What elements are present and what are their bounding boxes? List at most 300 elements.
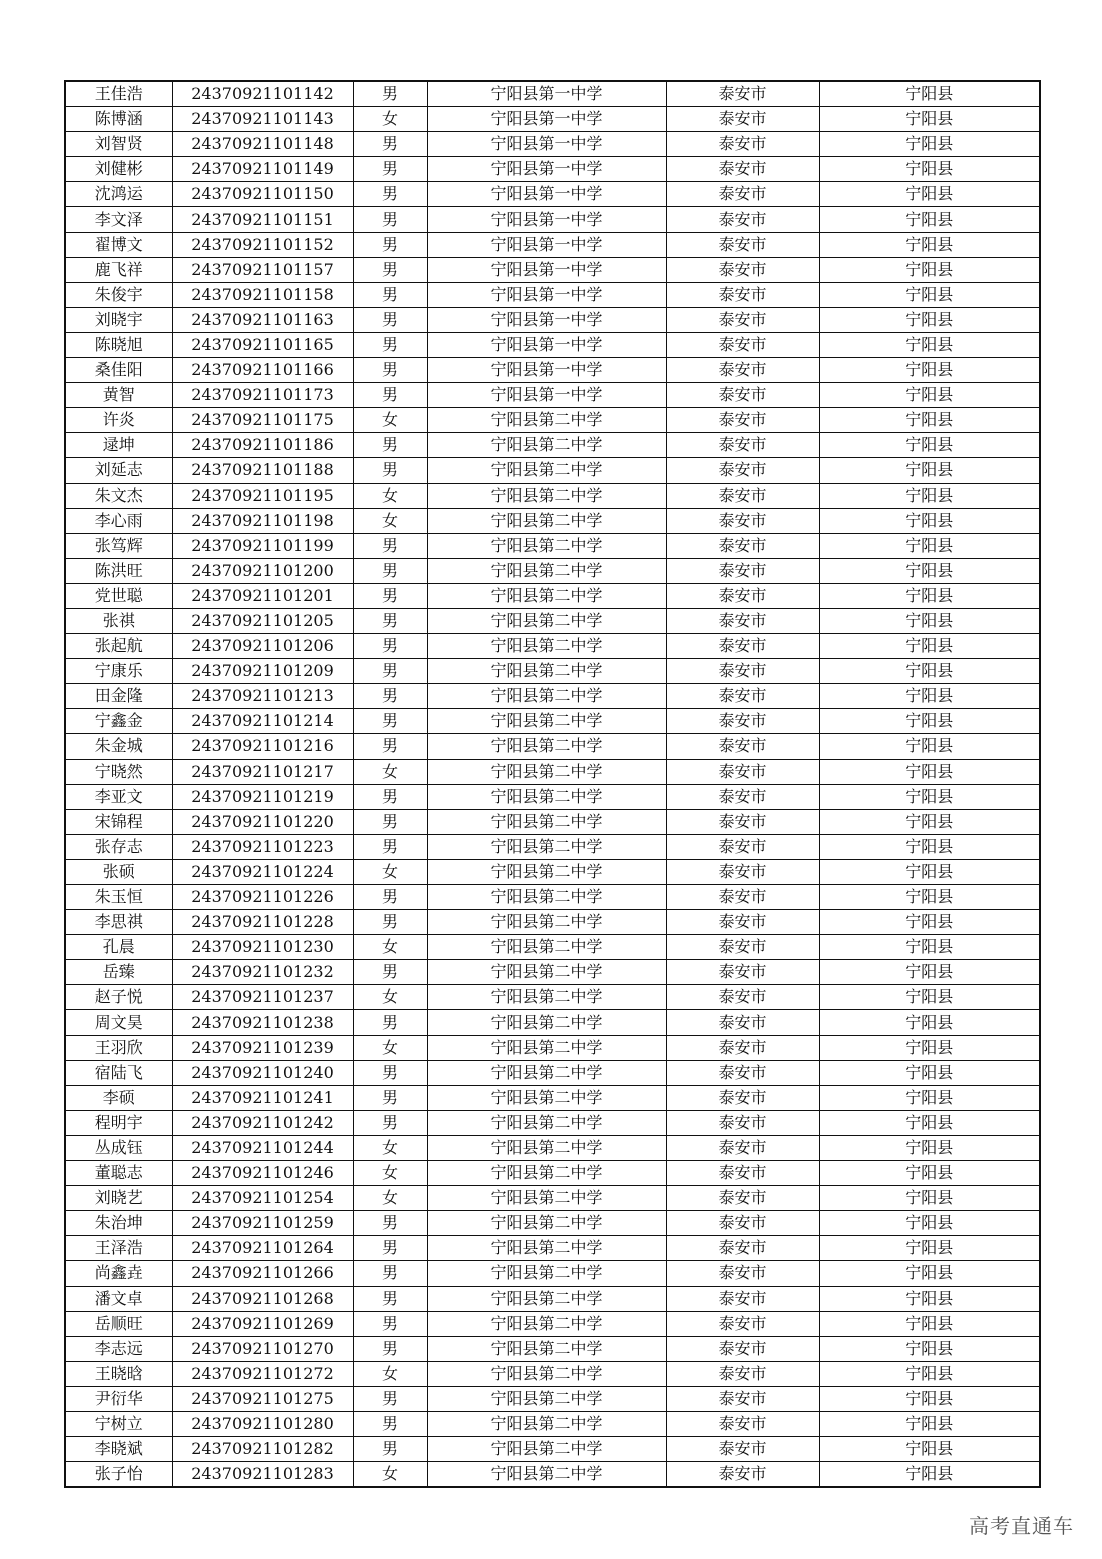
cell-name: 朱文杰 [65, 483, 172, 508]
cell-city: 泰安市 [666, 508, 819, 533]
cell-county: 宁阳县 [819, 784, 1040, 809]
cell-county: 宁阳县 [819, 659, 1040, 684]
cell-city: 泰安市 [666, 433, 819, 458]
cell-gender: 女 [353, 1035, 427, 1060]
table-row [65, 81, 1040, 107]
cell-exam-id: 24370921101151 [172, 207, 353, 232]
cell-county: 宁阳县 [819, 332, 1040, 357]
cell-exam-id: 24370921101166 [172, 358, 353, 383]
cell-name: 李亚文 [65, 784, 172, 809]
cell-name: 董聪志 [65, 1161, 172, 1186]
table-row [65, 1386, 1040, 1411]
table-row [65, 684, 1040, 709]
cell-name: 王泽浩 [65, 1236, 172, 1261]
table-row [65, 207, 1040, 232]
cell-city: 泰安市 [666, 157, 819, 182]
cell-exam-id: 24370921101206 [172, 634, 353, 659]
cell-city: 泰安市 [666, 232, 819, 257]
cell-school: 宁阳县第二中学 [427, 960, 666, 985]
cell-name: 刘智贤 [65, 132, 172, 157]
cell-county: 宁阳县 [819, 1462, 1040, 1488]
cell-county: 宁阳县 [819, 734, 1040, 759]
cell-exam-id: 24370921101201 [172, 583, 353, 608]
table-row [65, 132, 1040, 157]
cell-county: 宁阳县 [819, 433, 1040, 458]
cell-exam-id: 24370921101254 [172, 1186, 353, 1211]
cell-gender: 男 [353, 684, 427, 709]
cell-name: 逯坤 [65, 433, 172, 458]
cell-name: 丛成钰 [65, 1135, 172, 1160]
cell-exam-id: 24370921101158 [172, 282, 353, 307]
cell-county: 宁阳县 [819, 132, 1040, 157]
cell-name: 宿陆飞 [65, 1060, 172, 1085]
cell-school: 宁阳县第二中学 [427, 709, 666, 734]
cell-name: 李思祺 [65, 910, 172, 935]
cell-school: 宁阳县第二中学 [427, 458, 666, 483]
table-row [65, 107, 1040, 132]
cell-school: 宁阳县第二中学 [427, 634, 666, 659]
cell-gender: 男 [353, 383, 427, 408]
cell-name: 许炎 [65, 408, 172, 433]
table-row [65, 408, 1040, 433]
cell-school: 宁阳县第二中学 [427, 508, 666, 533]
table-row [65, 634, 1040, 659]
cell-city: 泰安市 [666, 1085, 819, 1110]
cell-gender: 男 [353, 1236, 427, 1261]
cell-school: 宁阳县第二中学 [427, 659, 666, 684]
cell-exam-id: 24370921101269 [172, 1311, 353, 1336]
cell-school: 宁阳县第一中学 [427, 383, 666, 408]
cell-gender: 男 [353, 232, 427, 257]
cell-name: 张起航 [65, 634, 172, 659]
cell-city: 泰安市 [666, 960, 819, 985]
cell-school: 宁阳县第二中学 [427, 910, 666, 935]
cell-school: 宁阳县第二中学 [427, 1411, 666, 1436]
cell-school: 宁阳县第二中学 [427, 759, 666, 784]
cell-exam-id: 24370921101175 [172, 408, 353, 433]
cell-county: 宁阳县 [819, 207, 1040, 232]
cell-school: 宁阳县第二中学 [427, 1462, 666, 1488]
cell-gender: 女 [353, 1361, 427, 1386]
cell-city: 泰安市 [666, 834, 819, 859]
cell-name: 王晓晗 [65, 1361, 172, 1386]
cell-school: 宁阳县第二中学 [427, 558, 666, 583]
cell-county: 宁阳县 [819, 257, 1040, 282]
cell-name: 宋锦程 [65, 809, 172, 834]
cell-exam-id: 24370921101272 [172, 1361, 353, 1386]
table-row [65, 533, 1040, 558]
cell-county: 宁阳县 [819, 408, 1040, 433]
cell-city: 泰安市 [666, 1135, 819, 1160]
table-row [65, 759, 1040, 784]
cell-school: 宁阳县第二中学 [427, 1161, 666, 1186]
table-row [65, 1135, 1040, 1160]
cell-school: 宁阳县第二中学 [427, 1186, 666, 1211]
cell-gender: 男 [353, 433, 427, 458]
cell-gender: 男 [353, 784, 427, 809]
cell-school: 宁阳县第二中学 [427, 1336, 666, 1361]
cell-exam-id: 24370921101150 [172, 182, 353, 207]
cell-gender: 女 [353, 1135, 427, 1160]
cell-county: 宁阳县 [819, 1261, 1040, 1286]
cell-name: 程明宇 [65, 1110, 172, 1135]
table-row [65, 558, 1040, 583]
cell-county: 宁阳县 [819, 885, 1040, 910]
cell-county: 宁阳县 [819, 107, 1040, 132]
cell-name: 宁鑫金 [65, 709, 172, 734]
cell-city: 泰安市 [666, 684, 819, 709]
cell-county: 宁阳县 [819, 282, 1040, 307]
cell-exam-id: 24370921101142 [172, 81, 353, 107]
cell-city: 泰安市 [666, 132, 819, 157]
table-row [65, 709, 1040, 734]
cell-gender: 男 [353, 282, 427, 307]
cell-gender: 男 [353, 207, 427, 232]
cell-city: 泰安市 [666, 583, 819, 608]
cell-school: 宁阳县第二中学 [427, 1060, 666, 1085]
cell-exam-id: 24370921101259 [172, 1211, 353, 1236]
cell-county: 宁阳县 [819, 1135, 1040, 1160]
table-row [65, 1361, 1040, 1386]
cell-exam-id: 24370921101244 [172, 1135, 353, 1160]
cell-gender: 女 [353, 759, 427, 784]
table-row [65, 1286, 1040, 1311]
cell-gender: 男 [353, 1437, 427, 1462]
cell-county: 宁阳县 [819, 1236, 1040, 1261]
cell-exam-id: 24370921101148 [172, 132, 353, 157]
table-row [65, 232, 1040, 257]
cell-exam-id: 24370921101240 [172, 1060, 353, 1085]
cell-city: 泰安市 [666, 408, 819, 433]
cell-gender: 男 [353, 885, 427, 910]
cell-city: 泰安市 [666, 1110, 819, 1135]
cell-school: 宁阳县第一中学 [427, 157, 666, 182]
cell-exam-id: 24370921101199 [172, 533, 353, 558]
cell-county: 宁阳县 [819, 910, 1040, 935]
cell-county: 宁阳县 [819, 1035, 1040, 1060]
cell-exam-id: 24370921101270 [172, 1336, 353, 1361]
cell-gender: 男 [353, 1110, 427, 1135]
cell-county: 宁阳县 [819, 1010, 1040, 1035]
table-row [65, 1311, 1040, 1336]
cell-gender: 男 [353, 910, 427, 935]
cell-city: 泰安市 [666, 558, 819, 583]
table-row [65, 659, 1040, 684]
cell-city: 泰安市 [666, 1311, 819, 1336]
cell-city: 泰安市 [666, 307, 819, 332]
cell-name: 沈鸿运 [65, 182, 172, 207]
cell-exam-id: 24370921101264 [172, 1236, 353, 1261]
table-row [65, 1085, 1040, 1110]
cell-exam-id: 24370921101239 [172, 1035, 353, 1060]
cell-exam-id: 24370921101219 [172, 784, 353, 809]
cell-gender: 男 [353, 1311, 427, 1336]
cell-exam-id: 24370921101237 [172, 985, 353, 1010]
roster-body [65, 81, 1040, 1487]
cell-exam-id: 24370921101143 [172, 107, 353, 132]
cell-gender: 男 [353, 1010, 427, 1035]
cell-school: 宁阳县第二中学 [427, 834, 666, 859]
cell-name: 朱治坤 [65, 1211, 172, 1236]
cell-county: 宁阳县 [819, 157, 1040, 182]
table-row [65, 257, 1040, 282]
cell-school: 宁阳县第二中学 [427, 1261, 666, 1286]
cell-school: 宁阳县第一中学 [427, 282, 666, 307]
cell-exam-id: 24370921101213 [172, 684, 353, 709]
cell-gender: 男 [353, 1386, 427, 1411]
table-row [65, 1462, 1040, 1488]
cell-exam-id: 24370921101220 [172, 809, 353, 834]
cell-name: 刘延志 [65, 458, 172, 483]
cell-gender: 男 [353, 734, 427, 759]
cell-gender: 女 [353, 1462, 427, 1488]
cell-gender: 男 [353, 1211, 427, 1236]
cell-city: 泰安市 [666, 1261, 819, 1286]
cell-county: 宁阳县 [819, 859, 1040, 884]
cell-gender: 男 [353, 1085, 427, 1110]
cell-county: 宁阳县 [819, 583, 1040, 608]
table-row [65, 1186, 1040, 1211]
cell-school: 宁阳县第二中学 [427, 809, 666, 834]
cell-name: 陈晓旭 [65, 332, 172, 357]
cell-gender: 男 [353, 257, 427, 282]
cell-county: 宁阳县 [819, 558, 1040, 583]
cell-exam-id: 24370921101200 [172, 558, 353, 583]
cell-name: 张硕 [65, 859, 172, 884]
cell-city: 泰安市 [666, 659, 819, 684]
cell-county: 宁阳县 [819, 985, 1040, 1010]
cell-gender: 男 [353, 458, 427, 483]
cell-gender: 男 [353, 132, 427, 157]
cell-school: 宁阳县第二中学 [427, 1236, 666, 1261]
cell-school: 宁阳县第二中学 [427, 1311, 666, 1336]
cell-name: 李文泽 [65, 207, 172, 232]
cell-name: 鹿飞祥 [65, 257, 172, 282]
cell-exam-id: 24370921101223 [172, 834, 353, 859]
cell-name: 李硕 [65, 1085, 172, 1110]
cell-county: 宁阳县 [819, 458, 1040, 483]
cell-gender: 女 [353, 483, 427, 508]
cell-school: 宁阳县第二中学 [427, 985, 666, 1010]
cell-exam-id: 24370921101241 [172, 1085, 353, 1110]
cell-school: 宁阳县第二中学 [427, 608, 666, 633]
cell-city: 泰安市 [666, 282, 819, 307]
cell-city: 泰安市 [666, 1161, 819, 1186]
cell-name: 桑佳阳 [65, 358, 172, 383]
cell-name: 张祺 [65, 608, 172, 633]
cell-city: 泰安市 [666, 383, 819, 408]
table-row [65, 583, 1040, 608]
cell-exam-id: 24370921101205 [172, 608, 353, 633]
cell-school: 宁阳县第二中学 [427, 885, 666, 910]
cell-exam-id: 24370921101163 [172, 307, 353, 332]
cell-school: 宁阳县第二中学 [427, 784, 666, 809]
cell-school: 宁阳县第二中学 [427, 583, 666, 608]
cell-exam-id: 24370921101152 [172, 232, 353, 257]
cell-county: 宁阳县 [819, 809, 1040, 834]
cell-gender: 女 [353, 985, 427, 1010]
table-row [65, 1211, 1040, 1236]
cell-name: 尹衍华 [65, 1386, 172, 1411]
cell-name: 朱金城 [65, 734, 172, 759]
cell-name: 刘晓宇 [65, 307, 172, 332]
table-row [65, 1010, 1040, 1035]
cell-gender: 女 [353, 1161, 427, 1186]
cell-name: 李晓斌 [65, 1437, 172, 1462]
cell-city: 泰安市 [666, 784, 819, 809]
cell-gender: 男 [353, 1286, 427, 1311]
cell-exam-id: 24370921101173 [172, 383, 353, 408]
cell-county: 宁阳县 [819, 608, 1040, 633]
cell-city: 泰安市 [666, 358, 819, 383]
cell-exam-id: 24370921101280 [172, 1411, 353, 1436]
cell-city: 泰安市 [666, 734, 819, 759]
cell-gender: 女 [353, 508, 427, 533]
table-row [65, 332, 1040, 357]
cell-name: 李心雨 [65, 508, 172, 533]
cell-city: 泰安市 [666, 483, 819, 508]
cell-city: 泰安市 [666, 1386, 819, 1411]
cell-school: 宁阳县第二中学 [427, 1085, 666, 1110]
table-row [65, 985, 1040, 1010]
table-row [65, 809, 1040, 834]
cell-school: 宁阳县第二中学 [427, 1386, 666, 1411]
cell-gender: 男 [353, 809, 427, 834]
watermark-text: 高考直通车 [969, 1514, 1074, 1538]
table-row [65, 182, 1040, 207]
table-row [65, 910, 1040, 935]
cell-school: 宁阳县第二中学 [427, 1361, 666, 1386]
cell-name: 刘晓艺 [65, 1186, 172, 1211]
cell-city: 泰安市 [666, 1437, 819, 1462]
table-row [65, 458, 1040, 483]
cell-county: 宁阳县 [819, 759, 1040, 784]
cell-county: 宁阳县 [819, 834, 1040, 859]
cell-gender: 男 [353, 608, 427, 633]
table-row [65, 508, 1040, 533]
cell-county: 宁阳县 [819, 81, 1040, 107]
cell-school: 宁阳县第二中学 [427, 1035, 666, 1060]
table-row [65, 383, 1040, 408]
cell-gender: 女 [353, 408, 427, 433]
cell-exam-id: 24370921101188 [172, 458, 353, 483]
table-row [65, 1437, 1040, 1462]
table-row [65, 1060, 1040, 1085]
cell-name: 刘健彬 [65, 157, 172, 182]
cell-gender: 男 [353, 634, 427, 659]
cell-exam-id: 24370921101214 [172, 709, 353, 734]
cell-city: 泰安市 [666, 1060, 819, 1085]
cell-school: 宁阳县第一中学 [427, 207, 666, 232]
cell-gender: 男 [353, 307, 427, 332]
cell-name: 朱俊宇 [65, 282, 172, 307]
cell-city: 泰安市 [666, 935, 819, 960]
cell-county: 宁阳县 [819, 1336, 1040, 1361]
cell-gender: 女 [353, 107, 427, 132]
cell-school: 宁阳县第二中学 [427, 734, 666, 759]
cell-gender: 女 [353, 859, 427, 884]
cell-county: 宁阳县 [819, 533, 1040, 558]
cell-exam-id: 24370921101216 [172, 734, 353, 759]
cell-county: 宁阳县 [819, 307, 1040, 332]
cell-name: 王佳浩 [65, 81, 172, 107]
cell-name: 党世聪 [65, 583, 172, 608]
cell-city: 泰安市 [666, 1411, 819, 1436]
cell-gender: 男 [353, 157, 427, 182]
cell-city: 泰安市 [666, 207, 819, 232]
cell-name: 宁晓然 [65, 759, 172, 784]
cell-name: 潘文卓 [65, 1286, 172, 1311]
cell-exam-id: 24370921101226 [172, 885, 353, 910]
cell-gender: 男 [353, 659, 427, 684]
cell-exam-id: 24370921101224 [172, 859, 353, 884]
cell-name: 陈博涵 [65, 107, 172, 132]
cell-city: 泰安市 [666, 1035, 819, 1060]
cell-school: 宁阳县第一中学 [427, 132, 666, 157]
cell-gender: 男 [353, 960, 427, 985]
cell-county: 宁阳县 [819, 684, 1040, 709]
cell-name: 张子怡 [65, 1462, 172, 1488]
cell-city: 泰安市 [666, 759, 819, 784]
table-row [65, 157, 1040, 182]
cell-exam-id: 24370921101149 [172, 157, 353, 182]
cell-school: 宁阳县第一中学 [427, 232, 666, 257]
cell-county: 宁阳县 [819, 508, 1040, 533]
cell-county: 宁阳县 [819, 1437, 1040, 1462]
cell-county: 宁阳县 [819, 1085, 1040, 1110]
cell-name: 田金隆 [65, 684, 172, 709]
cell-county: 宁阳县 [819, 1060, 1040, 1085]
cell-county: 宁阳县 [819, 182, 1040, 207]
cell-school: 宁阳县第二中学 [427, 1010, 666, 1035]
cell-exam-id: 24370921101157 [172, 257, 353, 282]
cell-school: 宁阳县第一中学 [427, 257, 666, 282]
cell-gender: 男 [353, 1261, 427, 1286]
cell-city: 泰安市 [666, 1186, 819, 1211]
cell-exam-id: 24370921101283 [172, 1462, 353, 1488]
cell-name: 宁树立 [65, 1411, 172, 1436]
cell-school: 宁阳县第二中学 [427, 483, 666, 508]
cell-county: 宁阳县 [819, 1411, 1040, 1436]
cell-county: 宁阳县 [819, 1361, 1040, 1386]
cell-school: 宁阳县第二中学 [427, 433, 666, 458]
cell-school: 宁阳县第一中学 [427, 332, 666, 357]
cell-name: 宁康乐 [65, 659, 172, 684]
cell-gender: 男 [353, 332, 427, 357]
cell-name: 赵子悦 [65, 985, 172, 1010]
cell-county: 宁阳县 [819, 1110, 1040, 1135]
cell-school: 宁阳县第二中学 [427, 1437, 666, 1462]
table-row [65, 1110, 1040, 1135]
cell-exam-id: 24370921101266 [172, 1261, 353, 1286]
cell-name: 孔晨 [65, 935, 172, 960]
table-row [65, 1236, 1040, 1261]
cell-name: 李志远 [65, 1336, 172, 1361]
cell-city: 泰安市 [666, 1336, 819, 1361]
cell-gender: 男 [353, 583, 427, 608]
table-row [65, 1261, 1040, 1286]
cell-name: 张存志 [65, 834, 172, 859]
cell-name: 岳臻 [65, 960, 172, 985]
cell-county: 宁阳县 [819, 483, 1040, 508]
cell-city: 泰安市 [666, 332, 819, 357]
cell-school: 宁阳县第二中学 [427, 408, 666, 433]
table-row [65, 483, 1040, 508]
cell-county: 宁阳县 [819, 232, 1040, 257]
cell-gender: 男 [353, 81, 427, 107]
cell-gender: 男 [353, 558, 427, 583]
cell-exam-id: 24370921101230 [172, 935, 353, 960]
